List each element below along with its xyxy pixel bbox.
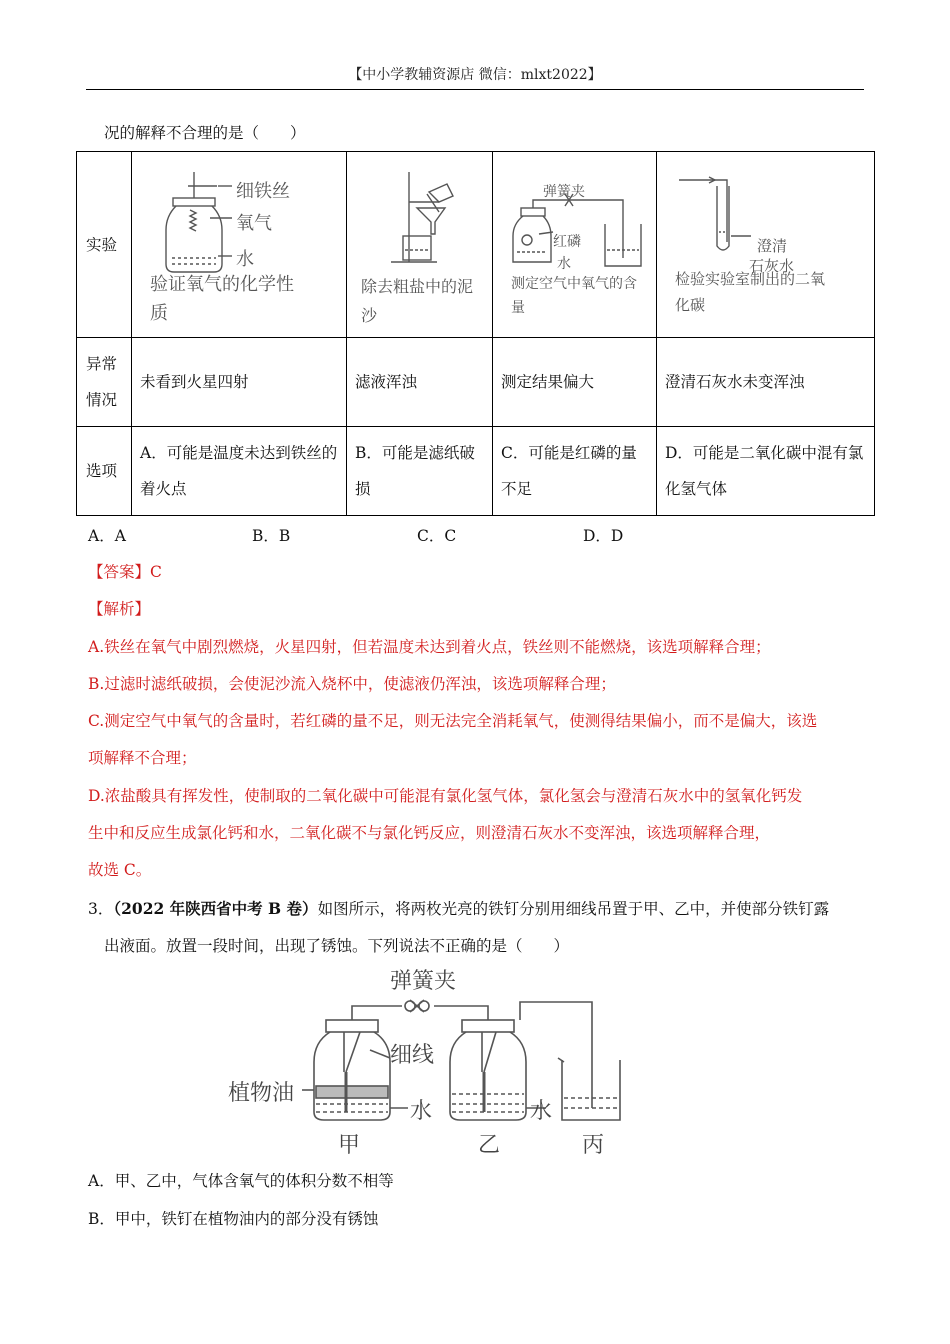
choice-b[interactable]: B．B [252, 527, 291, 545]
caption-co2-test: 检验实验室制出的二氧化碳 [675, 270, 826, 314]
label-red-phosphorus: 红磷 [553, 234, 581, 250]
label-water: 水 [557, 256, 571, 272]
label-water-1: 水 [410, 1099, 433, 1124]
anomaly-b: 滤液浑浊 [347, 338, 493, 427]
question-intro: 况的解释不合理的是（ ） [104, 124, 306, 142]
answer: 【答案】C [88, 563, 162, 581]
table-option-b: B．可能是滤纸破损 [347, 427, 493, 516]
label-spring-clamp: 弹簧夹 [543, 184, 585, 200]
label-bing: 丙 [582, 1133, 605, 1158]
caption-filtration: 除去粗盐中的泥沙 [361, 277, 474, 325]
choice-d[interactable]: D．D [583, 527, 624, 545]
q3-option-b[interactable]: B．甲中，铁钉在植物油内的部分没有锈蚀 [88, 1210, 379, 1228]
label-oxygen: 氧气 [236, 213, 272, 234]
page-header: 【中小学教辅资源店 微信：mlxt2022】 [348, 67, 602, 83]
question-3-line2: 出液面。放置一段时间，出现了锈蚀。下列说法不正确的是（ ） [104, 937, 570, 955]
choice-c[interactable]: C．C [417, 527, 457, 545]
figure-oxygen-content [493, 152, 657, 338]
anomaly-d: 澄清石灰水未变浑浊 [657, 338, 875, 427]
rust-experiment-figure [220, 962, 640, 1162]
analysis-line: A.铁丝在氧气中剧烈燃烧，火星四射，但若温度未达到着火点，铁丝则不能燃烧，该选项解释合理； [88, 638, 771, 656]
analysis-line: 项解释不合理； [88, 749, 197, 767]
experiment-table [76, 151, 875, 516]
label-water: 水 [236, 249, 254, 270]
row-label-experiment: 实验 [77, 152, 132, 338]
anomaly-c: 测定结果偏大 [493, 338, 657, 427]
question-number: 3． [88, 900, 114, 918]
table-option-d: D．可能是二氧化碳中混有氯化氢气体 [657, 427, 875, 516]
header-divider [86, 89, 864, 90]
question-source: （2022 年陕西省中考 B 卷） [113, 899, 318, 918]
label-limewater: 石灰水 [749, 257, 795, 275]
label-water-2: 水 [530, 1099, 553, 1124]
q3-option-a[interactable]: A．甲、乙中，气体含氧气的体积分数不相等 [88, 1172, 394, 1190]
label-vegetable-oil: 植物油 [228, 1081, 295, 1106]
label-clear: 澄清 [757, 237, 788, 255]
anomaly-a: 未看到火星四射 [132, 338, 347, 427]
analysis-line: B.过滤时滤纸破损，会使泥沙流入烧杯中，使滤液仍浑浊，该选项解释合理； [88, 675, 616, 693]
label-yi: 乙 [478, 1133, 501, 1158]
label-spring-clamp: 弹簧夹 [390, 969, 457, 994]
figure-iron-wire-oxygen [132, 152, 347, 338]
label-iron-wire: 细铁丝 [236, 181, 290, 202]
analysis-line: C.测定空气中氧气的含量时，若红磷的量不足，则无法完全消耗氧气，使测得结果偏小，而不是偏大，该选 [88, 712, 818, 730]
row-label-anomaly: 异常情况 [77, 338, 132, 427]
analysis-heading: 【解析】 [88, 600, 151, 618]
label-thread: 细线 [390, 1043, 435, 1068]
analysis-line: D.浓盐酸具有挥发性，使制取的二氧化碳中可能混有氯化氢气体，氯化氢会与澄清石灰水中的氢氧化钙发 [88, 787, 803, 805]
table-option-a: A．可能是温度未达到铁丝的着火点 [132, 427, 347, 516]
question-text: 如图所示，将两枚光亮的铁钉分别用细线吊置于甲、乙中，并使部分铁钉露 [317, 900, 830, 918]
analysis-line: 故选 C。 [88, 861, 152, 879]
choice-a[interactable]: A．A [88, 527, 126, 545]
table-option-c: C．可能是红磷的量不足 [493, 427, 657, 516]
question-3-line1 [88, 898, 829, 920]
row-label-options: 选项 [77, 427, 132, 516]
analysis-line: 生中和反应生成氯化钙和水，二氧化碳不与氯化钙反应，则澄清石灰水不变浑浊，该选项解释合理， [88, 824, 771, 842]
figure-filtration [347, 152, 493, 338]
label-jia: 甲 [338, 1133, 361, 1158]
caption-oxygen-content: 测定空气中氧气的含量 [511, 276, 637, 316]
caption-iron-wire: 验证氧气的化学性质 [150, 274, 294, 324]
figure-co2-test [657, 152, 875, 338]
